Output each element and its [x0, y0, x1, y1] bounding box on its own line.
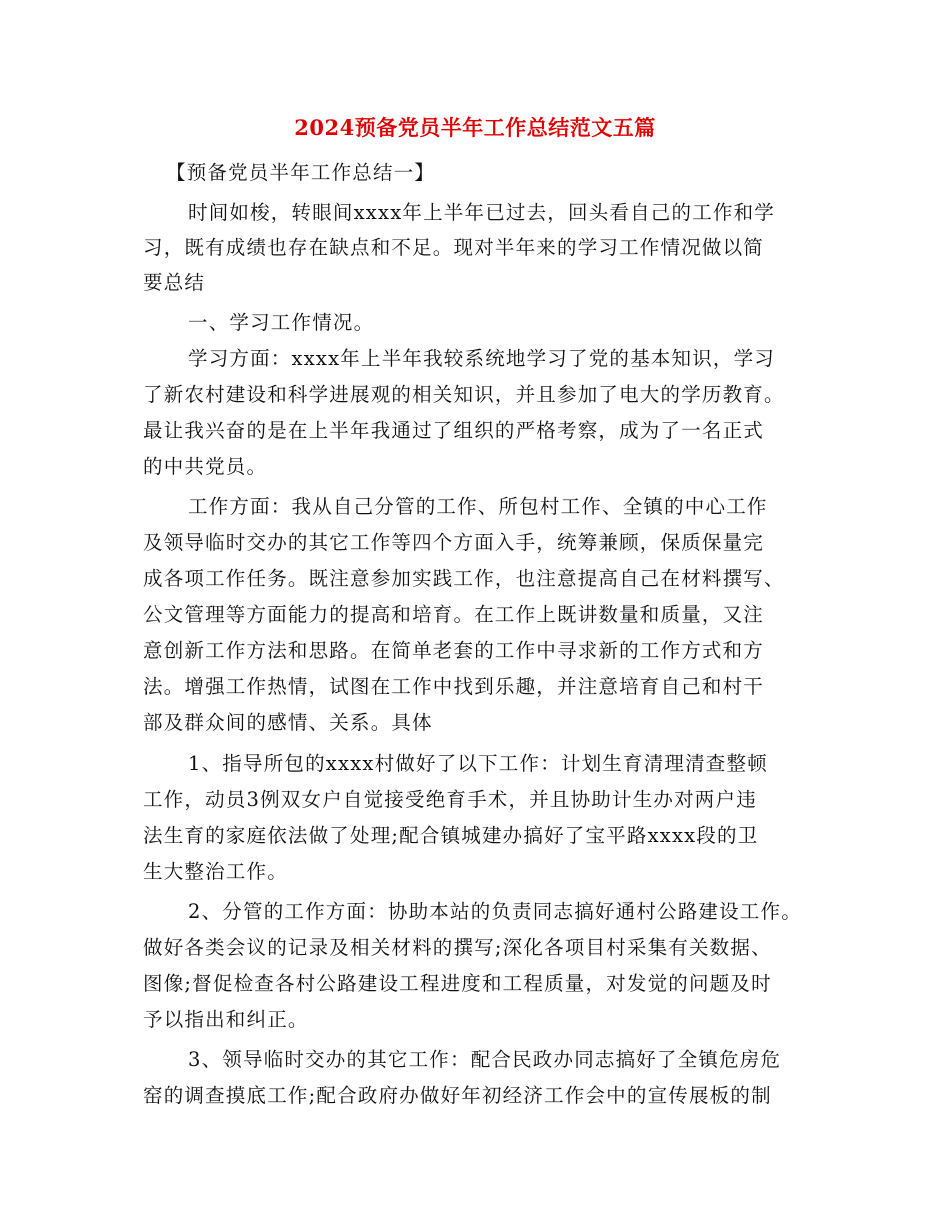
paragraph-line: 习，既有成绩也存在缺点和不足。现对半年来的学习工作情况做以简: [143, 236, 765, 259]
paragraph-line: 法生育的家庭依法做了处理;配合镇城建办搞好了宝平路xxxx段的卫: [143, 824, 759, 847]
paragraph-line: 2、分管的工作方面：协助本站的负责同志搞好通村公路建设工作。: [188, 900, 802, 923]
paragraph-line: 成各项工作任务。既注意参加实践工作，也注意提高自己在材料撰写、: [143, 567, 785, 590]
paragraph-line: 要总结: [143, 271, 206, 294]
paragraph-line: 工作方面：我从自己分管的工作、所包村工作、全镇的中心工作: [188, 495, 768, 518]
paragraph-line: 学习方面：xxxx年上半年我较系统地学习了党的基本知识，学习: [188, 347, 775, 370]
paragraph-line: 生大整治工作。: [143, 860, 288, 883]
paragraph-line: 时间如梭，转眼间xxxx年上半年已过去，回头看自己的工作和学: [188, 201, 775, 224]
paragraph-line: 部及群众间的感情、关系。具体: [143, 711, 433, 734]
section-heading: 【预备党员半年工作总结一】: [166, 161, 436, 184]
paragraph-line: 的中共党员。: [143, 455, 268, 478]
paragraph-line: 意创新工作方法和思路。在简单老套的工作中寻求新的工作方式和方: [143, 639, 765, 662]
paragraph-line: 一、学习工作情况。: [188, 311, 375, 334]
paragraph-line: 窑的调查摸底工作;配合政府办做好年初经济工作会中的宣传展板的制: [143, 1084, 772, 1107]
paragraph-line: 做好各类会议的记录及相关材料的撰写;深化各项目村采集有关数据、: [143, 936, 772, 959]
paragraph-line: 及领导临时交办的其它工作等四个方面入手，统筹兼顾，保质保量完: [143, 531, 765, 554]
paragraph-line: 1、指导所包的xxxx村做好了以下工作：计划生育清理清查整顿: [188, 752, 768, 775]
paragraph-line: 了新农村建设和科学进展观的相关知识，并且参加了电大的学历教育。: [143, 383, 785, 406]
paragraph-line: 最让我兴奋的是在上半年我通过了组织的严格考察，成为了一名正式: [143, 419, 765, 442]
paragraph-line: 图像;督促检查各村公路建设工程进度和工程质量，对发觉的问题及时: [143, 972, 772, 995]
paragraph-line: 法。增强工作热情，试图在工作中找到乐趣，并注意培育自己和村干: [143, 675, 765, 698]
paragraph-line: 予以指出和纠正。: [143, 1008, 309, 1031]
paragraph-line: 工作，动员3例双女户自觉接受绝育手术，并且协助计生办对两户违: [143, 788, 757, 811]
paragraph-line: 公文管理等方面能力的提高和培育。在工作上既讲数量和质量，又注: [143, 603, 765, 626]
paragraph-line: 3、领导临时交办的其它工作：配合民政办同志搞好了全镇危房危: [188, 1048, 782, 1071]
document-title: 2024预备党员半年工作总结范文五篇: [294, 115, 656, 140]
